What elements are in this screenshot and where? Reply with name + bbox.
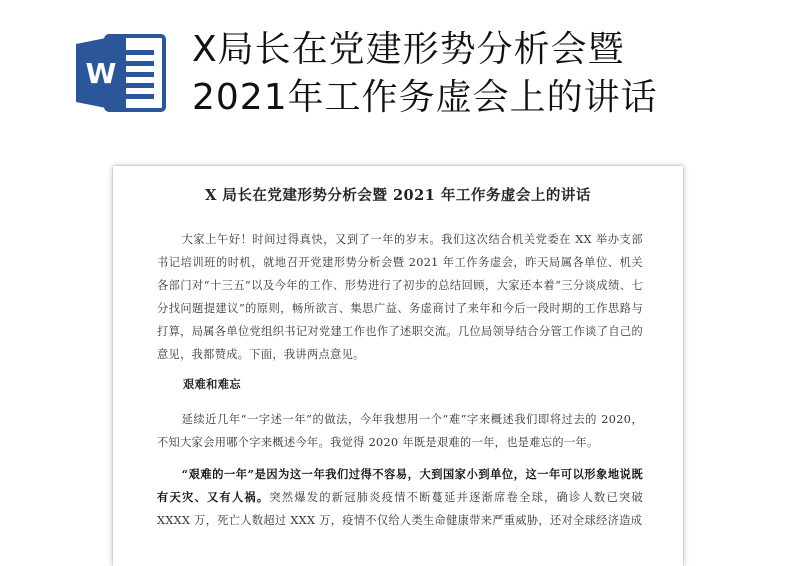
- document-paragraph: 延续近几年“一字述一年”的做法，今年我想用一个“难”字来概述我们即将过去的 2020，不知大家会用哪个字来概述今年。我觉得 2020 年既是艰难的一年，也是难忘的一年。: [157, 413, 643, 449]
- document-paragraph: [157, 463, 643, 532]
- section-heading: 艰难和难忘: [183, 377, 241, 391]
- header: [0, 0, 800, 160]
- svg-text:W: W: [85, 57, 117, 90]
- document-title: X 局长在党建形势分析会暨 2021 年工作务虚会上的讲话: [205, 187, 591, 204]
- paragraph-text: 突然爆发的新冠肺炎疫情不断蔓延并逐渐席卷全球，确诊人数已突破 XXXX 万，死亡人数超过 XXX 万，疫情不仅给人类生命健康带来严重威胁，还对全球经济造成: [157, 491, 643, 527]
- page-title: X局长在党建形势分析会暨2021年工作务虚会上的讲话: [192, 29, 658, 118]
- bold-lead-text: “艰难的一年”是因为这一年我们过得不容易，大到国家小到单位，这一年可以形象地说既有天灾、又有人祸。: [157, 467, 643, 504]
- document-page: [113, 166, 683, 566]
- document-paragraph: 大家上午好！时间过得真快，又到了一年的岁末。我们这次结合机关党委在 XX 举办支部书记培训班的时机，就地召开党建形势分析会暨 2021 年工作务虚会，昨天局属各单位、机关各部门对“十三五”以及今年的工作、形势进行了初步的总结回顾，大家还本着“三分谈成绩、七分找问题提建议”的原则，畅所欲言、集思广益、务虚商讨了来年和今后一段时期的工作思路与打算，局属各单位党组织书记对党建工作也作了述职交流。几位局领导结合分管工作谈了自己的意见，我都赞成。下面，我讲两点意见。: [157, 233, 643, 361]
- word-document-icon: [76, 32, 168, 114]
